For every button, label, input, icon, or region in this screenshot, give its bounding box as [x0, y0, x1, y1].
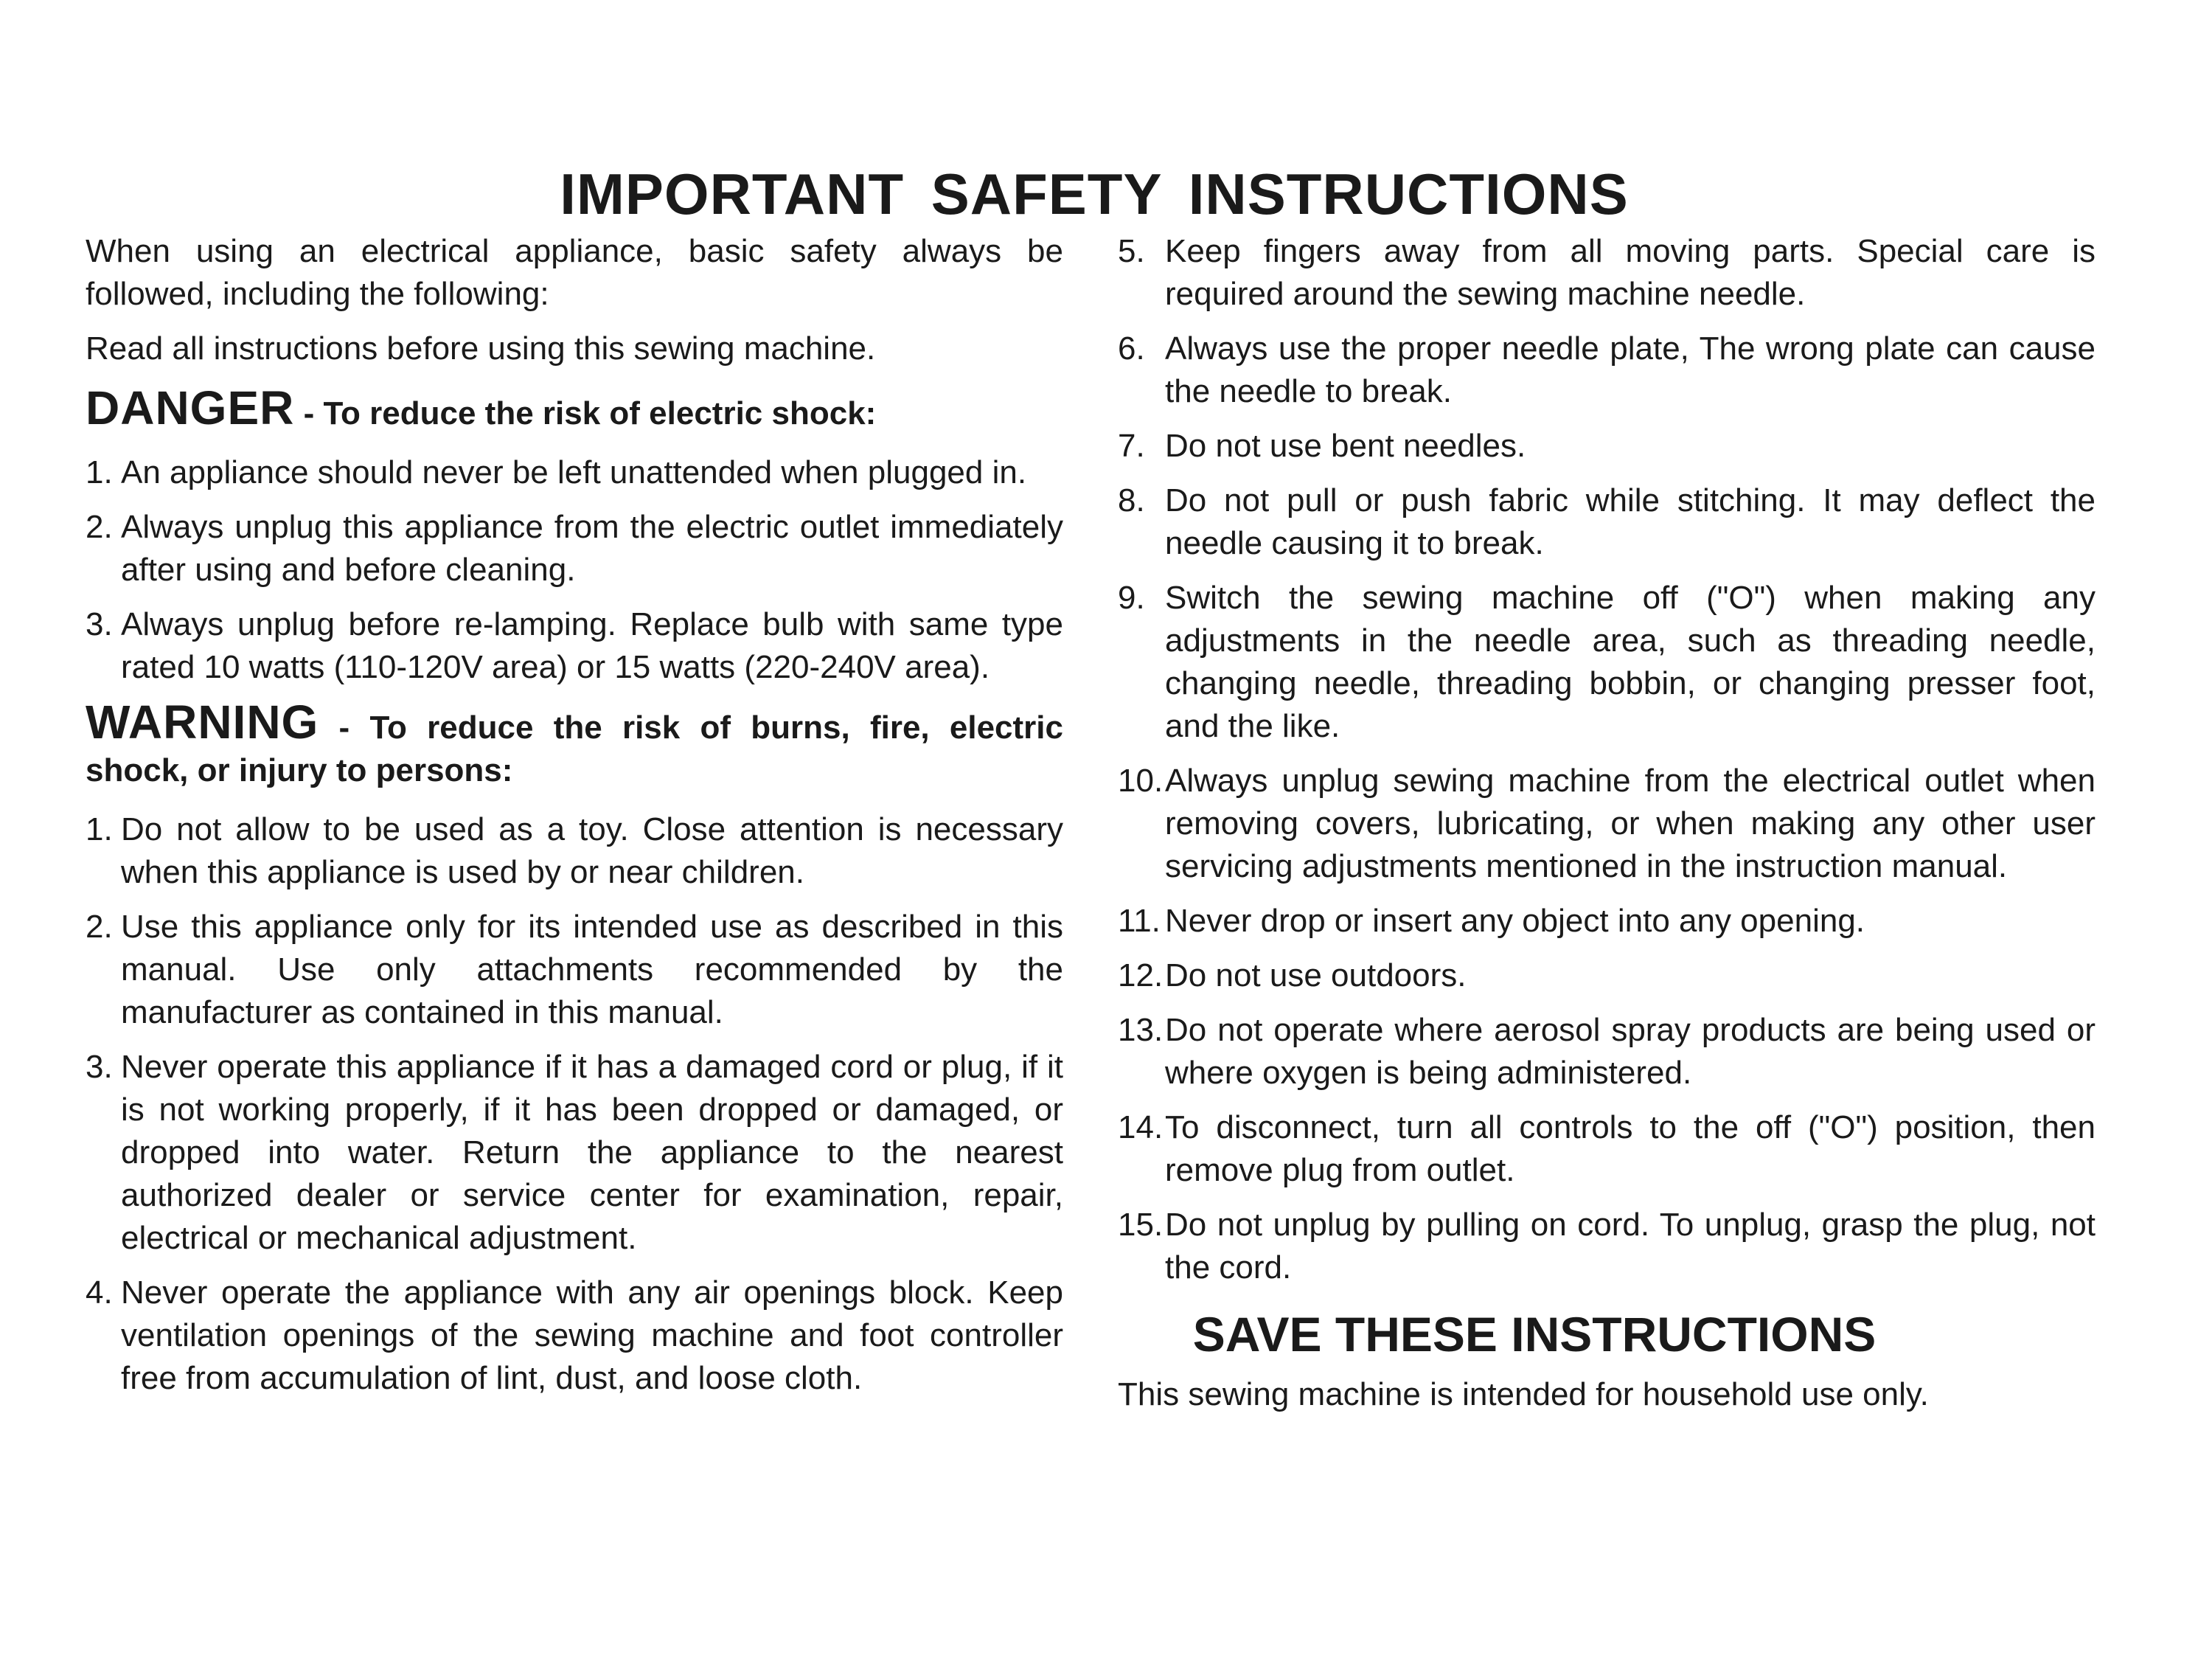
warning-item [1118, 1204, 2096, 1289]
danger-item [86, 506, 1063, 592]
item-number: 5. [1118, 233, 1145, 269]
warning-item [1118, 1106, 2096, 1192]
item-text: An appliance should never be left unattended when plugged in. [121, 454, 1027, 490]
warning-list-left [86, 808, 1063, 1400]
item-text: Keep fingers away from all moving parts. Special care is required around the sewing machine needle. [1165, 233, 2096, 312]
item-text: Do not unplug by pulling on cord. To unplug, grasp the plug, not the cord. [1165, 1207, 2096, 1286]
warning-item [1118, 577, 2096, 748]
item-text: Switch the sewing machine off ("O") when making any adjustments in the needle area, such as threading needle, changing needle, threading bobbin, or changing presser foot, and the like. [1165, 580, 2096, 744]
warning-subtitle: - To reduce the risk of burns, fire, electric shock, or injury to persons: [86, 710, 1063, 788]
warning-label: WARNING [86, 695, 319, 749]
warning-item [1118, 479, 2096, 565]
warning-item [86, 808, 1063, 894]
item-text: Do not allow to be used as a toy. Close attention is necessary when this appliance is used by or near children. [121, 811, 1063, 890]
read-instructions-note: Read all instructions before using this sewing machine. [86, 330, 876, 367]
item-text: Never operate the appliance with any air openings block. Keep ventilation openings of the sewing machine and foot controller free from accumulation of lint, dust, and loose cloth. [121, 1274, 1063, 1396]
warning-item [86, 1272, 1063, 1400]
item-number: 1. [86, 811, 113, 847]
danger-subtitle: - To reduce the risk of electric shock: [294, 395, 877, 431]
warning-item [1118, 327, 2096, 413]
page-title: IMPORTANT SAFETY INSTRUCTIONS [560, 162, 1629, 226]
item-text: Never operate this appliance if it has a damaged cord or plug, if it is not working properly, if it has been dropped or damaged, or dropped into water. Return the appliance to the nearest authorized dealer or service center for examination, repair, electrical or mechanical adjustment. [121, 1049, 1063, 1256]
item-text: To disconnect, turn all controls to the off ("O") position, then remove plug from outlet. [1165, 1109, 2096, 1188]
item-number: 15. [1118, 1207, 1164, 1243]
danger-label: DANGER [86, 381, 295, 434]
item-number: 11. [1118, 903, 1161, 939]
danger-item [86, 603, 1063, 689]
right-column [1118, 230, 2096, 1416]
left-column [86, 230, 1063, 1412]
item-text: Always unplug this appliance from the electric outlet immediately after using and before cleaning. [121, 509, 1063, 588]
item-number: 9. [1118, 580, 1145, 616]
item-number: 10. [1118, 763, 1164, 799]
item-number: 12. [1118, 957, 1164, 993]
item-number: 3. [86, 606, 113, 642]
danger-item [86, 451, 1063, 494]
item-text: Do not use bent needles. [1165, 428, 1526, 464]
warning-item [1118, 900, 2096, 943]
item-number: 13. [1118, 1012, 1164, 1048]
item-text: Always use the proper needle plate, The wrong plate can cause the needle to break. [1165, 330, 2096, 409]
item-number: 7. [1118, 428, 1145, 464]
danger-list [86, 451, 1063, 689]
intro-paragraph: When using an electrical appliance, basic safety always be followed, including the following: [86, 233, 1063, 312]
item-number: 4. [86, 1274, 113, 1311]
item-number: 2. [86, 909, 113, 945]
item-text: Do not pull or push fabric while stitching. It may deflect the needle causing it to break. [1165, 482, 2096, 561]
warning-item [1118, 425, 2096, 468]
household-use-note: This sewing machine is intended for household use only. [1118, 1376, 1929, 1412]
warning-list-right [1118, 230, 2096, 1289]
danger-heading [86, 381, 1063, 435]
item-text: Do not operate where aerosol spray products are being used or where oxygen is being administered. [1165, 1012, 2096, 1091]
item-text: Always unplug sewing machine from the electrical outlet when removing covers, lubricating, or when making any other user servicing adjustments mentioned in the instruction manual. [1165, 763, 2096, 884]
warning-heading [86, 695, 1063, 792]
item-text: Use this appliance only for its intended use as described in this manual. Use only attachments recommended by the manufacturer as contained in this manual. [121, 909, 1063, 1030]
item-number: 1. [86, 454, 113, 490]
save-instructions-title: SAVE THESE INSTRUCTIONS [1192, 1307, 1877, 1361]
item-text: Do not use outdoors. [1165, 957, 1467, 993]
item-text: Never drop or insert any object into any opening. [1165, 903, 1865, 939]
warning-item [86, 1046, 1063, 1260]
warning-item [1118, 230, 2096, 316]
warning-item [1118, 954, 2096, 997]
item-number: 6. [1118, 330, 1145, 367]
warning-item [1118, 1009, 2096, 1095]
item-number: 14. [1118, 1109, 1164, 1145]
item-number: 8. [1118, 482, 1145, 518]
warning-item [86, 906, 1063, 1034]
warning-item [1118, 760, 2096, 888]
item-number: 3. [86, 1049, 113, 1085]
item-number: 2. [86, 509, 113, 545]
item-text: Always unplug before re-lamping. Replace bulb with same type rated 10 watts (110-120V area) or 15 watts (220-240V area). [121, 606, 1063, 685]
